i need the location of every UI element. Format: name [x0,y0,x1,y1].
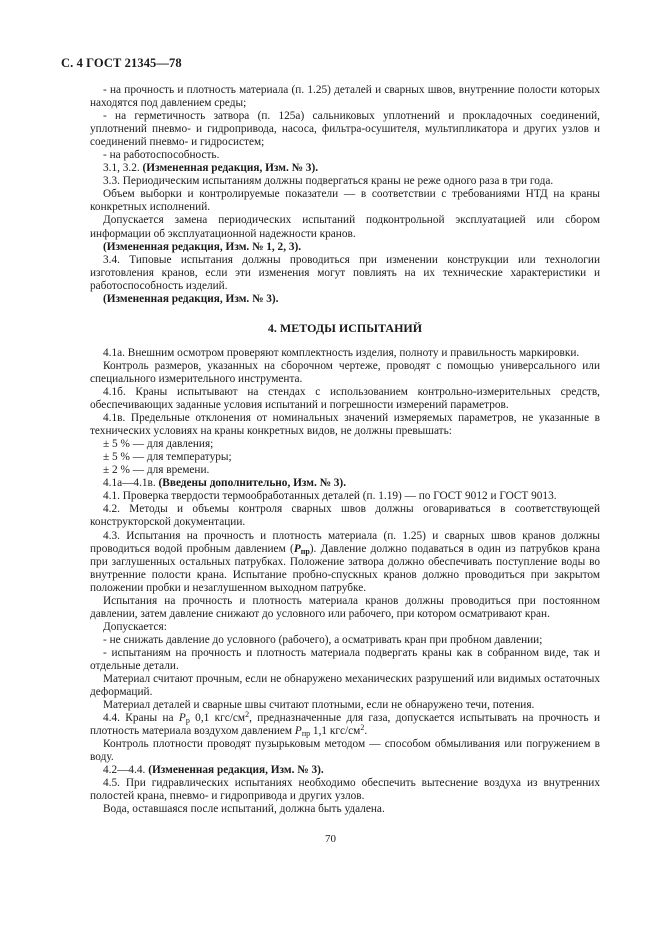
list-item: ± 5 % — для температуры; [103,451,232,464]
paragraph: 4.1в. Предельные отклонения от номинальных значений измеряемых параметров, не указанные в технических условиях на краны конкретных видов, не должны превышать: [90,412,600,438]
paragraph: - на прочность и плотность материала (п. 1.25) деталей и сварных швов, внутренние полости которых находятся под давлением среды; [90,84,600,110]
paragraph: 3.3. Периодическим испытаниям должны подвергаться краны не реже одного раза в три года. [103,175,554,188]
paragraph: 4.1а. Внешним осмотром проверяют комплектность изделия, полноту и правильность маркировки. [103,346,580,359]
paragraph: 4.2—4.4. (Измененная редакция, Изм. № 3). [103,764,324,777]
section-heading: 4. МЕТОДЫ ИСПЫТАНИЙ [267,320,423,335]
paragraph: 4.2. Методы и объемы контроля сварных швов должны оговариваться в соответствующей конструкторской документации. [90,503,600,529]
paragraph: Материал деталей и сварные швы считают плотными, если не обнаружено течи, потения. [103,699,535,712]
amendment-note: (Измененная редакция, Изм. № 3). [103,292,279,305]
paragraph: 4.5. При гидравлических испытаниях необходимо обеспечить вытеснение воздуха из внутренних полостей крана, пневмо- и гидропривода и других узлов. [90,777,600,803]
paragraph: - на работоспособность. [103,149,220,162]
list-item: - испытаниям на прочность и плотность материала подвергать краны как в собранном виде, так и отдельные детали. [90,646,600,672]
paragraph: Контроль плотности проводят пузырьковым методом — способом обмыливания или погружением в воду. [90,738,600,764]
paragraph: Вода, оставшаяся после испытаний, должна быть удалена. [103,803,385,816]
amendment-note: (Измененная редакция, Изм. № 1, 2, 3). [103,240,302,253]
amendment-note: (Измененная редакция, Изм. № 3). [142,162,319,175]
paragraph: Испытания на прочность и плотность материала кранов должны проводиться при постоянном давлении, затем давление снижают до условного или рабочего, при котором осматривают кран. [90,594,600,620]
page-header: С. 4 ГОСТ 21345—78 [61,56,182,70]
paragraph: Допускается: [103,620,167,633]
paragraph: 4.1а—4.1в. (Введены дополнительно, Изм. № 3). [103,477,347,490]
paragraph: 3.1, 3.2. (Измененная редакция, Изм. № 3). [103,162,319,175]
paragraph: 4.4. Краны на $P_р$ 0,1 кгс/$см^2$, предназначенные для газа, допускается испытывать на прочность и плотность материала воздухом давлением $P_{пр}$ 1,1 кгс/$см^2$. [90,710,600,739]
amendment-note: (Введены дополнительно, Изм. № 3). [158,477,347,490]
paragraph: Объем выборки и контролируемые показатели — в соответствии с требованиями НТД на краны конкретных исполнений. [90,188,600,214]
list-item: - не снижать давление до условного (рабочего), а осматривать кран при пробном давлении; [103,633,543,646]
paragraph: 4.3. Испытания на прочность и плотность материала (п. 1.25) и сварных швов кранов должны проводиться водой пробным давлением $(P_{пр})$. Давление должно подаваться в один из патрубков крана при заглушенных остальных патрубках. Положение затвора должно обеспечивать поступление воды во внутренние полости крана. Испытание пробно-спускных кранов должно проводиться при закрытом положении пробки и незаглушенном выходном патрубке. [90,529,601,594]
page-number: 70 [325,833,336,845]
amendment-note: (Измененная редакция, Изм. № 3). [148,764,324,777]
paragraph: Материал считают прочным, если не обнаружено механических разрушений или видимых остаточных деформаций. [90,673,600,699]
paragraph: 4.1. Проверка твердости термообработанных деталей (п. 1.19) — по ГОСТ 9012 и ГОСТ 9013. [103,490,557,503]
paragraph: 4.1б. Краны испытывают на стендах с использованием контрольно-измерительных средств, обеспечивающих заданные условия испытаний и погрешности измерений параметров. [90,385,600,412]
paragraph: - на герметичность затвора (п. 125а) сальниковых уплотнений и прокладочных соединений, уплотнений пневмо- и гидропривода, насоса, фильтра-осушителя, мультипликатора и других узлов и соединений пневмо- и гидросистем; [90,110,600,149]
paragraph: 3.4. Типовые испытания должны проводиться при изменении конструкции или технологии изготовления кранов, если эти изменения могут повлиять на их технические характеристики и работоспособность изделий. [90,253,600,292]
paragraph: Допускается замена периодических испытаний подконтрольной эксплуатацией или сбором информации об эксплуатационной надежности кранов. [90,214,600,240]
document-body [90,84,600,817]
paragraph: Контроль размеров, указанных на сборочном чертеже, проводят с помощью универсального или специального измерительного инструмента. [90,359,600,385]
list-item: ± 2 % — для времени. [103,464,210,477]
list-item: ± 5 % — для давления; [103,438,214,451]
